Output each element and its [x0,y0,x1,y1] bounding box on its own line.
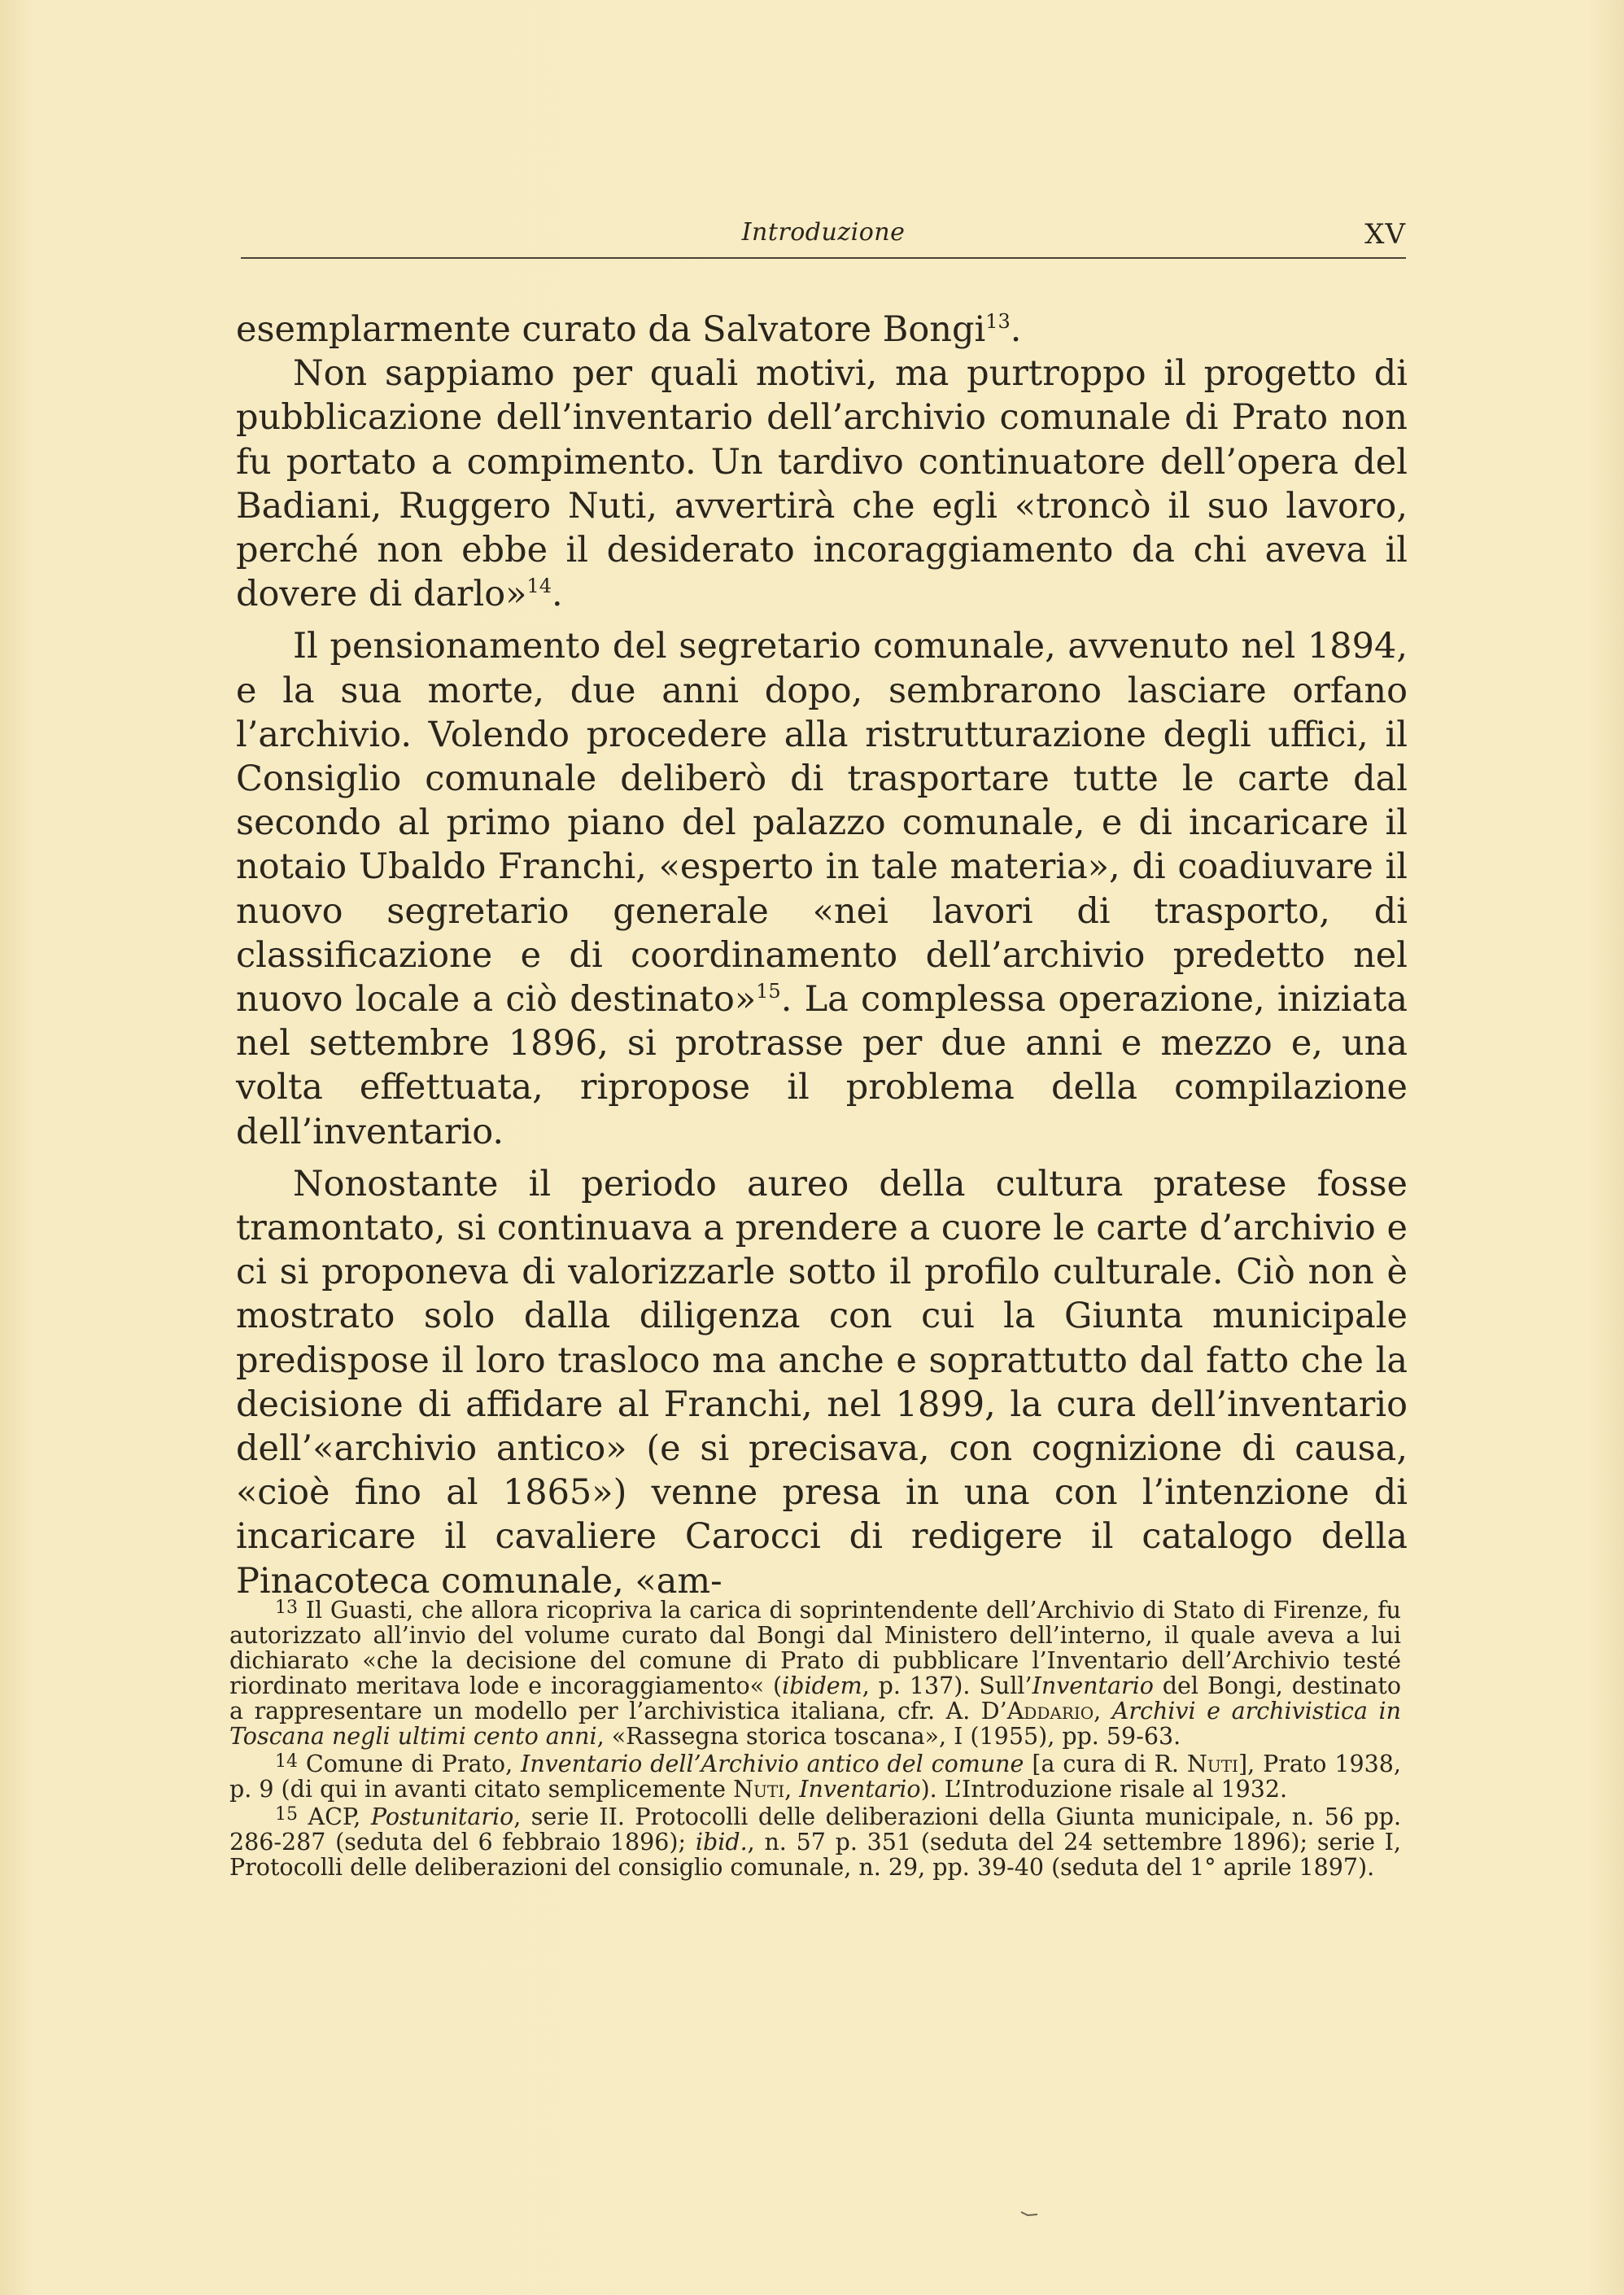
footnotes [229,1595,1401,1880]
paragraph-text: . La complessa operazione, iniziata nel settembre 1896, si protrasse per due anni e mezzo e, una volta effettuata, ripropose il problema della compilazione dell’inventario. [236,979,1408,1152]
footnote-13 [229,1595,1401,1749]
footnote-ref-14: 14 [526,575,552,598]
footnote-text: Comune di Prato, [305,1751,522,1777]
footnote-text: ], Prato 1938, p. 9 (di qui in avanti citato semplicemente [229,1751,1401,1803]
footnote-italic: Inventario [1032,1672,1154,1699]
paragraph-text: Il pensionamento del segretario comunale, avvenuto nel 1894, e la sua morte, due anni dopo, sembrarono lasciare orfano l’archivio. Volendo procedere alla ristrutturazione degli uffici, il Consiglio comunale deliberò di trasportare tutte le carte dal secondo al primo piano del palazzo comunale, e di incaricare il notaio Ubaldo Franchi, «esperto in tale materia», di coadiuvare il nuovo segretario generale «nei lavori di trasporto, di classificazione e di coordinamento dell’archivio predetto nel nuovo locale a ciò destinato» [236,626,1408,1021]
footnote-italic: ibidem [782,1672,862,1699]
footnote-author: Nuti [733,1776,785,1803]
running-header [241,218,1406,259]
paragraph-2 [236,352,1408,616]
footnote-15 [229,1802,1401,1880]
paragraph-3 [236,624,1408,1153]
footnote-number: 13 [275,1598,298,1618]
footnote-text: , p. 137). Sull’ [862,1672,1032,1699]
footnote-text: del Bongi, destinato a rappresentare un modello per l’archivistica italiana, cfr. A. D’ [229,1672,1402,1725]
footnote-14 [229,1749,1401,1802]
footnote-author: Nuti [1186,1751,1238,1777]
paragraph-text: . [1010,309,1022,350]
footnote-number: 15 [275,1804,298,1825]
main-text [236,308,1408,1603]
footnote-text: Il Guasti, che allora ricopriva la carica di soprintendente dell’Archivio di Stato di Firenze, fu autorizzato all’invio del volume curato dal Bongi dal Ministero dell’interno, il quale aveva a lui dichiarato «che la decisione del comune di Prato di pubblicare l’Inventario dell’Archivio testé riordinato meritava lode e incoraggiamento« ( [229,1597,1401,1699]
footnote-number: 14 [275,1751,298,1772]
footnote-author: Addario [1006,1698,1094,1725]
paragraph-text: . [551,574,563,615]
footnote-italic: Postunitario [370,1803,514,1830]
paragraph-text: esemplarmente curato da Salvatore Bongi [236,309,986,350]
footnote-text: , [784,1776,800,1803]
footnote-text: ). L’Introduzione risale al 1932. [920,1776,1288,1803]
page-number: XV [1364,218,1406,251]
running-title: Introduzione [741,218,906,247]
footnote-text: [a cura di R. [1024,1751,1187,1777]
paragraph-text: Non sappiamo per quali motivi, ma purtroppo il progetto di pubblicazione dell’inventario dell’archivio comunale di Prato non fu portato a compimento. Un tardivo continuatore dell’opera del Badiani, Ruggero Nuti, avvertirà che egli «troncò il suo lavoro, perché non ebbe il desiderato incoraggiamento da chi aveva il dovere di darlo» [236,353,1408,615]
footnote-italic: Inventario [799,1776,921,1803]
footnote-italic: ibid. [695,1829,748,1856]
paragraph-4 [236,1162,1408,1603]
footnote-text: , «Rassegna storica toscana», I (1955), pp. 59-63. [596,1723,1181,1750]
footnote-ref-13: 13 [985,310,1011,333]
footnote-text: , serie II. Protocolli delle deliberazioni della Giunta municipale, n. 56 pp. 286-287 (seduta del 6 febbraio 1896); [229,1803,1402,1856]
footnote-text: ACP, [308,1803,371,1830]
footnote-ref-15: 15 [756,980,781,1003]
footnote-text: , n. 57 p. 351 (seduta del 24 settembre 1896); serie I, Protocolli delle deliberazioni del consiglio comunale, n. 29, pp. 39-40 (seduta del 1° aprile 1897). [229,1829,1401,1881]
footnote-italic: Archivi e archivistica in Toscana negli ultimi cento anni [229,1698,1401,1750]
footnote-text: , [1094,1698,1112,1725]
footnote-italic: Inventario dell’Archivio antico del comune [521,1751,1024,1777]
paragraph-text: Nonostante il periodo aureo della cultura pratese fosse tramontato, si continuava a prendere a cuore le carte d’archivio e ci si proponeva di valorizzarle sotto il profilo culturale. Ciò non è mostrato solo dalla diligenza con cui la Giunta municipale predispose il loro trasloco ma anche e soprattutto dal fatto che la decisione di affidare al Franchi, nel 1899, la cura dell’inventario dell’«archivio antico» (e si precisava, con cognizione di causa, «cioè fino al 1865») venne presa in una con l’intenzione di incaricare il cavaliere Carocci di redigere il catalogo della Pinacoteca comunale, «am- [236,1163,1408,1602]
printer-mark [1020,2210,1038,2217]
paragraph-1 [236,308,1408,352]
